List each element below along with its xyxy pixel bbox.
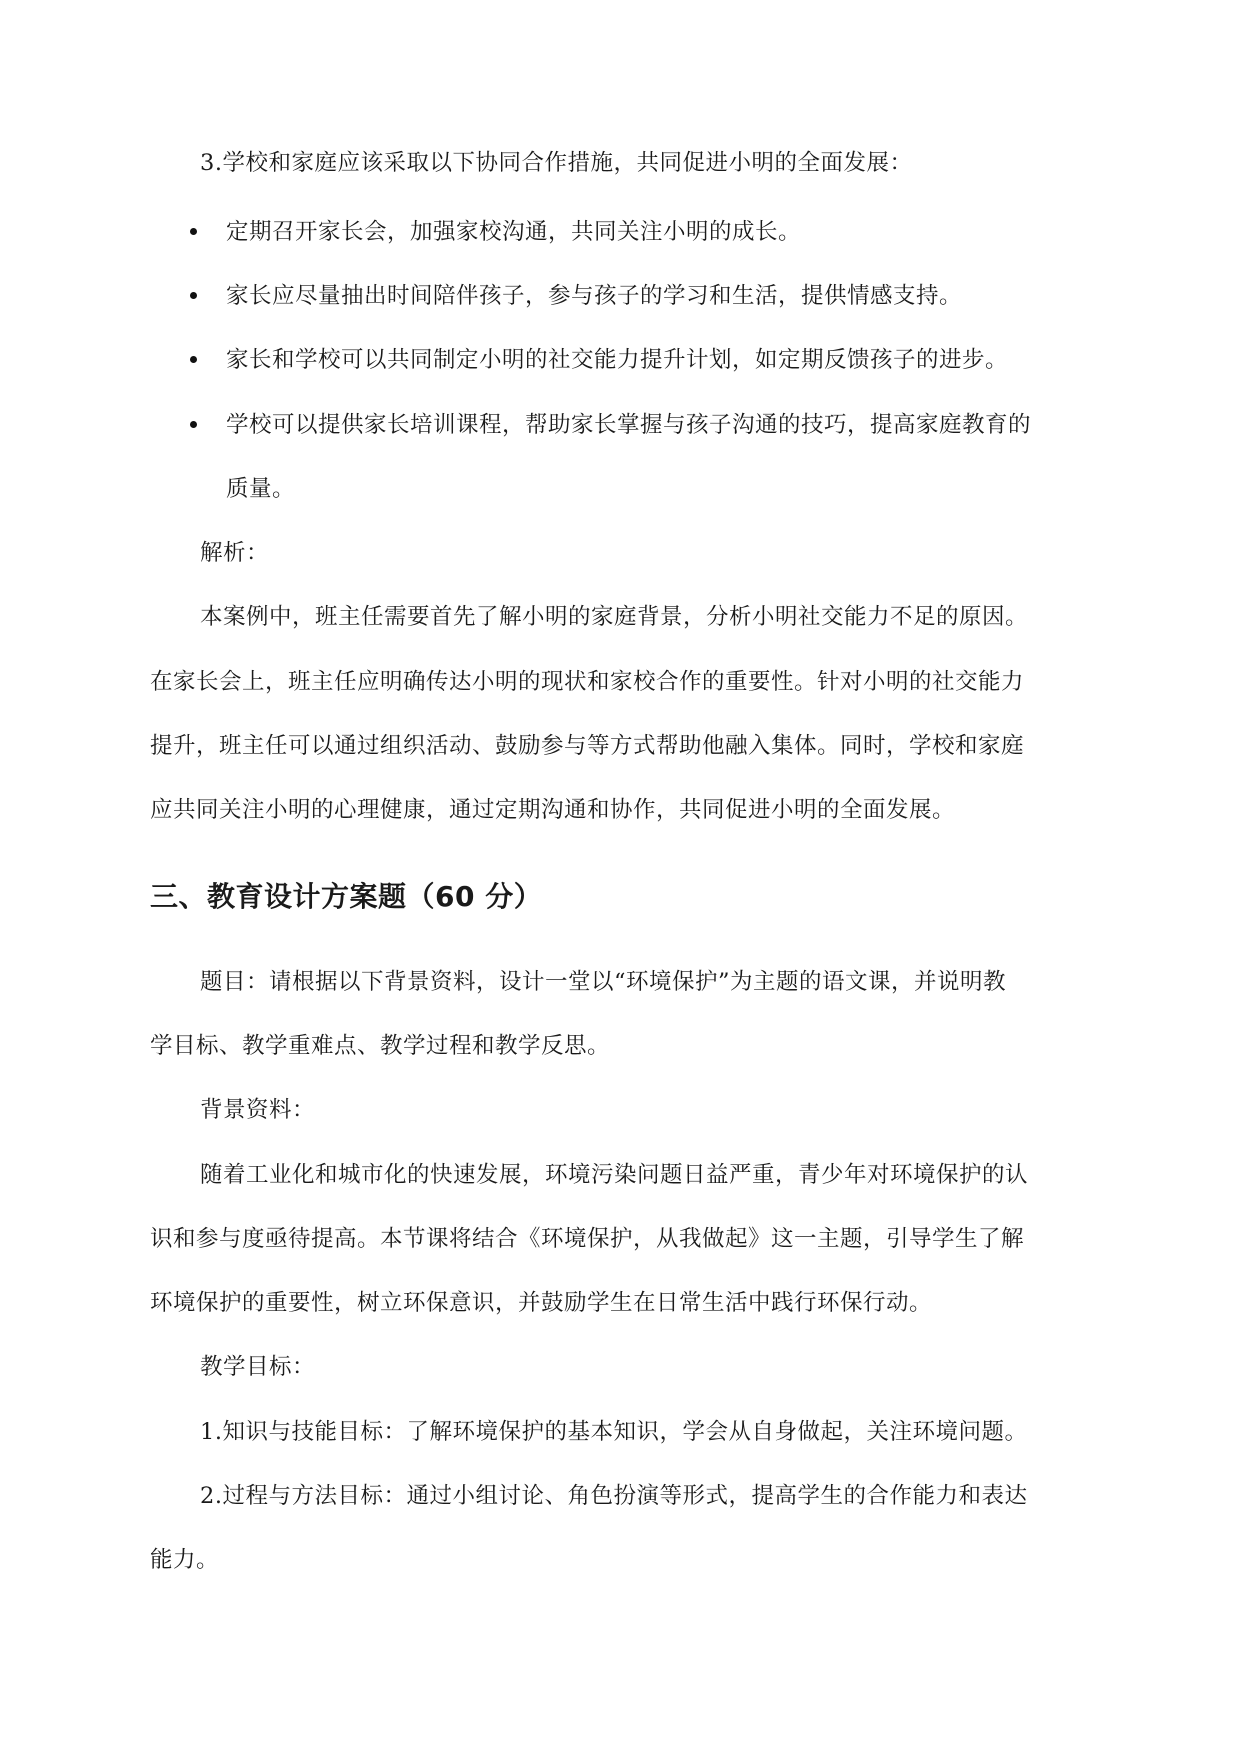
background-line-2: 识和参与度亟待提高。本节课将结合《环境保护，从我做起》这一主题，引导学生了解 (150, 1226, 1025, 1252)
analysis-line-1: 本案例中，班主任需要首先了解小明的家庭背景，分析小明社交能力不足的原因。 (200, 604, 1029, 630)
measures-intro: 3.学校和家庭应该采取以下协同合作措施，共同促进小明的全面发展： (200, 150, 913, 176)
measure-item-1: 定期召开家长会，加强家校沟通，共同关注小明的成长。 (226, 219, 802, 245)
bullet-dot-4 (190, 421, 197, 428)
objective-2-line-2: 能力。 (150, 1547, 220, 1573)
question-line-2: 学目标、教学重难点、教学过程和教学反思。 (150, 1033, 611, 1059)
analysis-line-3: 提升，班主任可以通过组织活动、鼓励参与等方式帮助他融入集体。同时，学校和家庭 (150, 733, 1025, 759)
bullet-dot-2 (190, 292, 197, 299)
analysis-line-2: 在家长会上，班主任应明确传达小明的现状和家校合作的重要性。针对小明的社交能力 (150, 669, 1025, 695)
question-line-1: 题目：请根据以下背景资料，设计一堂以“环境保护”为主题的语文课，并说明教 (200, 969, 1007, 995)
bullet-dot-1 (190, 228, 197, 235)
background-line-1: 随着工业化和城市化的快速发展，环境污染问题日益严重，青少年对环境保护的认 (200, 1162, 1029, 1188)
section-heading: 三、教育设计方案题（60 分） (150, 880, 543, 913)
objectives-label: 教学目标： (200, 1354, 316, 1380)
measure-item-2: 家长应尽量抽出时间陪伴孩子，参与孩子的学习和生活，提供情感支持。 (226, 283, 963, 309)
analysis-line-4: 应共同关注小明的心理健康，通过定期沟通和协作，共同促进小明的全面发展。 (150, 797, 956, 823)
objective-1: 1.知识与技能目标：了解环境保护的基本知识，学会从自身做起，关注环境问题。 (200, 1419, 1028, 1445)
objective-2-line-1: 2.过程与方法目标：通过小组讨论、角色扮演等形式，提高学生的合作能力和表达 (200, 1483, 1028, 1509)
measure-item-4-continued: 质量。 (226, 476, 296, 502)
measure-item-4: 学校可以提供家长培训课程，帮助家长掌握与孩子沟通的技巧，提高家庭教育的 (226, 412, 1032, 438)
measure-item-3: 家长和学校可以共同制定小明的社交能力提升计划，如定期反馈孩子的进步。 (226, 347, 1009, 373)
background-label: 背景资料： (200, 1097, 316, 1123)
bullet-dot-3 (190, 356, 197, 363)
analysis-label: 解析： (200, 540, 270, 566)
background-line-3: 环境保护的重要性，树立环保意识，并鼓励学生在日常生活中践行环保行动。 (150, 1290, 933, 1316)
